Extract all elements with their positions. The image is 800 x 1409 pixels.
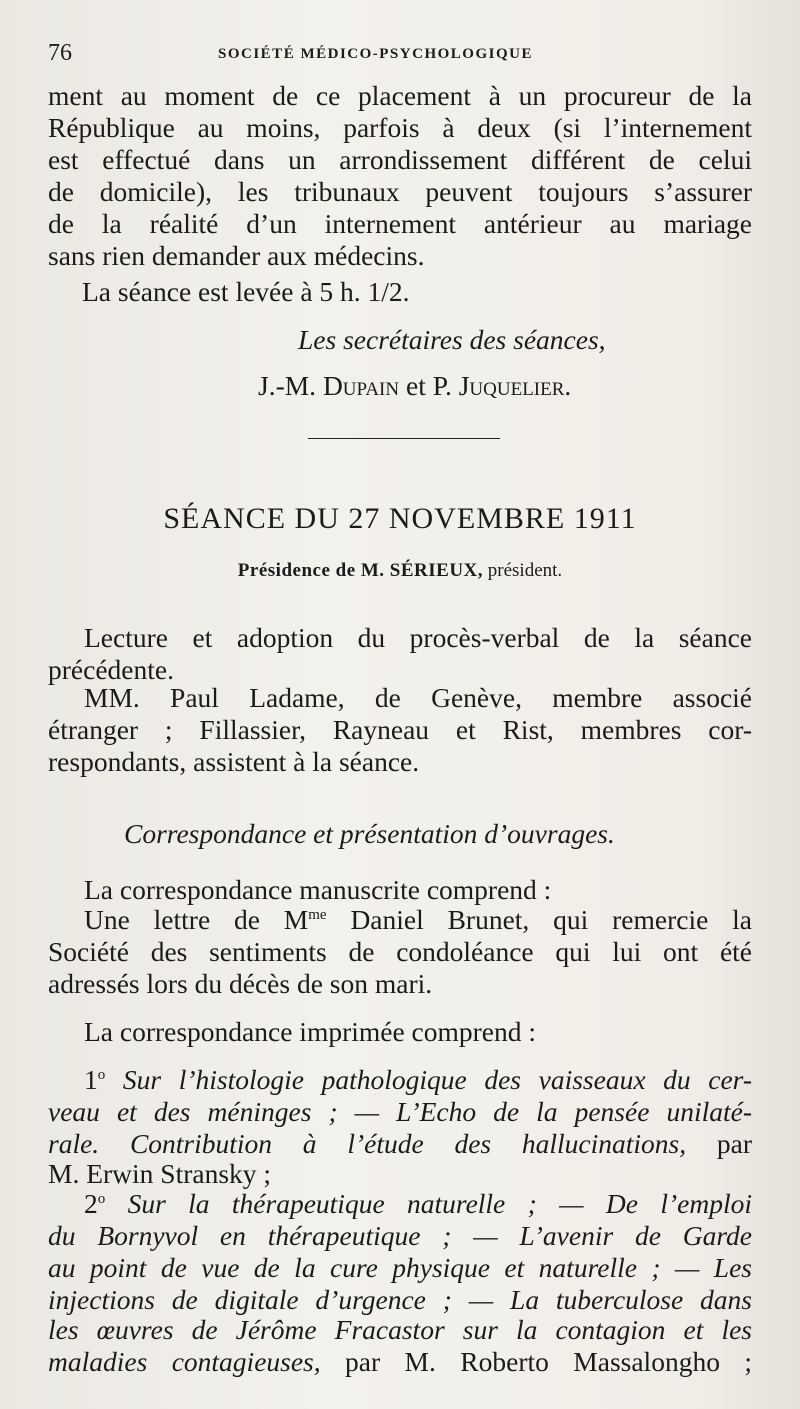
letter-line xyxy=(84,906,752,934)
page-number: 76 xyxy=(48,40,72,66)
item-text: par M. Roberto Massalongho ; xyxy=(320,1346,752,1377)
letter-text: Daniel Brunet, qui remercie la xyxy=(326,904,753,935)
text-line: veau et des méninges ; — L’Echo de la pensée unilaté- xyxy=(48,1096,752,1127)
text-line: de la réalité d’un internement antérieur au mariage xyxy=(48,208,752,239)
letter-superscript: me xyxy=(308,907,327,923)
signature-name-dupain: Dupain xyxy=(322,370,400,401)
item-text: Sur l’histologie pathologique des vaisseaux du cer- xyxy=(105,1064,752,1095)
text-line: ment au moment de ce placement à un procureur de la xyxy=(48,80,752,111)
text-line: adressés lors du décès de son mari. xyxy=(48,968,433,999)
item-text: par xyxy=(686,1128,752,1159)
text-line: de domicile), les tribunaux peuvent toujours s’assurer xyxy=(48,176,752,207)
text-line xyxy=(48,1130,752,1158)
signature-role: Les secrétaires des séances, xyxy=(298,324,606,355)
section-divider xyxy=(308,438,500,439)
text-line: sans rien demander aux médecins. xyxy=(48,240,425,271)
item-text: rale. Contribution à l’étude des hallucinations, xyxy=(48,1128,687,1159)
text-line: au point de vue de la cure physique et naturelle ; — Les xyxy=(48,1252,752,1283)
text-line: La correspondance imprimée comprend : xyxy=(84,1016,537,1047)
list-item-2 xyxy=(84,1190,752,1218)
closing-line: La séance est levée à 5 h. 1/2. xyxy=(82,276,410,307)
running-head: SOCIÉTÉ MÉDICO-PSYCHOLOGIQUE xyxy=(218,46,533,62)
item-ordinal: o xyxy=(97,1191,106,1207)
text-line: étranger ; Fillassier, Rayneau et Rist, membres cor- xyxy=(48,714,752,745)
signature-name-juquelier: Juquelier xyxy=(458,370,565,401)
text-line: La correspondance manuscrite comprend : xyxy=(84,874,552,905)
text-line: Lecture et adoption du procès-verbal de la séance xyxy=(84,622,752,653)
text-line: les œuvres de Jérôme Fracastor sur la contagion et les xyxy=(48,1314,752,1345)
text-line: respondants, assistent à la séance. xyxy=(48,746,420,777)
letter-text: Une lettre de M xyxy=(84,904,309,935)
text-line: du Bornyvol en thérapeutique ; — L’avenir de Garde xyxy=(48,1220,752,1251)
item-text: Sur la thérapeutique naturelle ; — De l’emploi xyxy=(105,1188,752,1219)
text-line: MM. Paul Ladame, de Genève, membre associé xyxy=(84,682,752,713)
text-line: précédente. xyxy=(48,654,174,685)
signature-prefix: J.-M. xyxy=(258,370,323,401)
presidence-line xyxy=(48,560,752,582)
text-line: Société des sentiments de condoléance qui lui ont été xyxy=(48,936,752,967)
presidence-role: président. xyxy=(483,560,563,581)
list-item-1 xyxy=(84,1066,752,1094)
item-ordinal: o xyxy=(97,1067,106,1083)
text-line: M. Erwin Stransky ; xyxy=(48,1158,272,1189)
text-line xyxy=(48,1348,752,1376)
presidence-label: Présidence de M. SÉRIEUX, xyxy=(237,560,484,581)
item-text: maladies contagieuses, xyxy=(48,1346,321,1377)
correspondence-heading: Correspondance et présentation d’ouvrages. xyxy=(124,818,615,849)
page-header xyxy=(48,38,752,74)
signature-connector: et P. xyxy=(399,370,459,401)
section-title: SÉANCE DU 27 NOVEMBRE 1911 xyxy=(163,502,637,535)
text-line: République au moins, parfois à deux (si l’internement xyxy=(48,112,752,143)
text-line: injections de digitale d’urgence ; — La tuberculose dans xyxy=(48,1284,752,1315)
signature-names xyxy=(258,372,571,400)
item-number: 2 xyxy=(84,1188,98,1219)
item-number: 1 xyxy=(84,1064,98,1095)
signature-end: . xyxy=(564,370,572,401)
text-line: est effectué dans un arrondissement différent de celui xyxy=(48,144,752,175)
